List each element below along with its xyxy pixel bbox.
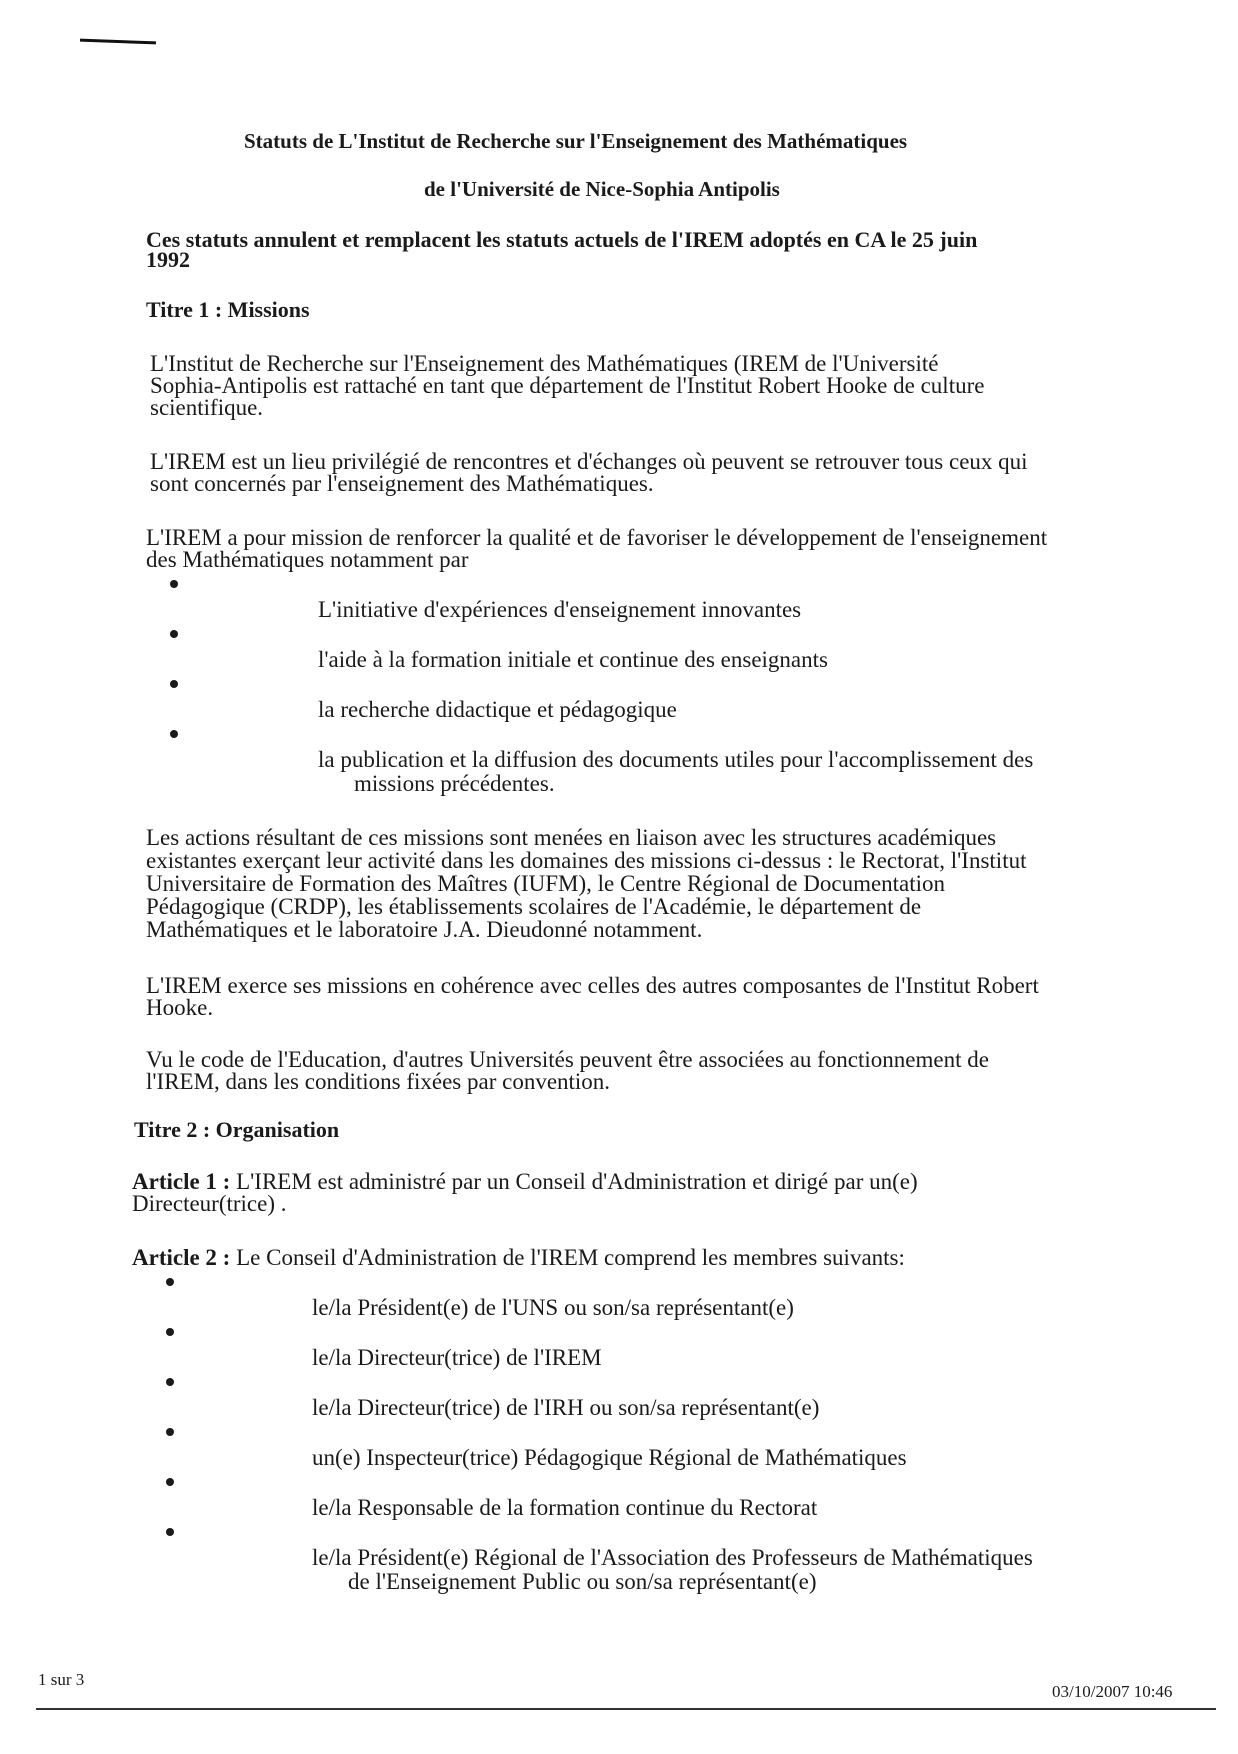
paragraph-line: Hooke. [146, 995, 214, 1020]
article-2-text: Le Conseil d'Administration de l'IREM comprend les membres suivants: [230, 1245, 905, 1270]
paragraph-line: L'Institut de Recherche sur l'Enseignement des Mathématiques (IREM de l'Université [150, 351, 939, 376]
paragraph-line: L'IREM exerce ses missions en cohérence avec celles des autres composantes de l'Institut Robert [146, 973, 1039, 998]
paragraph-line: scientifique. [150, 395, 264, 420]
article-2-line-1 [132, 1246, 905, 1269]
bullet-icon [170, 680, 178, 688]
paragraph-line: sont concernés par l'enseignement des Mathématiques. [150, 471, 654, 496]
list-item: l'aide à la formation initiale et continue des enseignants [318, 647, 828, 672]
paragraph-line: Universitaire de Formation des Maîtres (IUFM), le Centre Régional de Documentation [146, 871, 946, 896]
bullet-icon [170, 630, 178, 638]
bullet-icon [166, 1478, 174, 1486]
page-number: 1 sur 3 [38, 1670, 85, 1689]
title-line-2: de l'Université de Nice-Sophia Antipolis [424, 177, 780, 201]
bullet-icon [170, 730, 178, 738]
notice-line-2: 1992 [146, 247, 190, 272]
article-1-label: Article 1 : [132, 1169, 231, 1194]
paragraph-line: des Mathématiques notamment par [146, 547, 469, 572]
list-item: L'initiative d'expériences d'enseignement innovantes [318, 597, 802, 622]
paragraph-line: Les actions résultant de ces missions sont menées en liaison avec les structures académiques [146, 825, 997, 850]
paragraph-line: Mathématiques et le laboratoire J.A. Dieudonné notamment. [146, 917, 703, 942]
article-1-line-1 [132, 1170, 918, 1193]
footer-divider [36, 1708, 1216, 1710]
article-1-text: L'IREM est administré par un Conseil d'Administration et dirigé par un(e) [230, 1169, 918, 1194]
list-item: le/la Directeur(trice) de l'IREM [312, 1345, 602, 1370]
paragraph-line: L'IREM est un lieu privilégié de rencontres et d'échanges où peuvent se retrouver tous ceux qui [150, 449, 1028, 474]
list-item: le/la Directeur(trice) de l'IRH ou son/sa représentant(e) [312, 1395, 820, 1420]
section-heading-missions: Titre 1 : Missions [146, 297, 310, 322]
list-item: le/la Président(e) de l'UNS ou son/sa représentant(e) [312, 1295, 794, 1320]
bullet-icon [166, 1278, 174, 1286]
paragraph-line: Sophia-Antipolis est rattaché en tant que département de l'Institut Robert Hooke de culture [150, 373, 985, 398]
paragraph-line: l'IREM, dans les conditions fixées par convention. [146, 1069, 611, 1094]
title-line-1: Statuts de L'Institut de Recherche sur l'Enseignement des Mathématiques [244, 129, 908, 153]
list-item: la recherche didactique et pédagogique [318, 697, 677, 722]
list-item: le/la Président(e) Régional de l'Association des Professeurs de Mathématiques [312, 1545, 1033, 1570]
section-heading-organisation: Titre 2 : Organisation [134, 1117, 340, 1142]
notice-line-1: Ces statuts annulent et remplacent les statuts actuels de l'IREM adoptés en CA le 25 juin [146, 227, 978, 252]
article-2-label: Article 2 : [132, 1245, 231, 1270]
bullet-icon [170, 580, 178, 588]
paragraph-line: existantes exerçant leur activité dans les domaines des missions ci-dessus : le Rectorat, l'Institut [146, 848, 1027, 873]
scan-mark [80, 39, 156, 45]
list-item-continuation: missions précédentes. [354, 771, 555, 796]
list-item: le/la Responsable de la formation continue du Rectorat [312, 1495, 818, 1520]
paragraph-line: Vu le code de l'Education, d'autres Universités peuvent être associées au fonctionnement de [146, 1047, 989, 1072]
list-item: un(e) Inspecteur(trice) Pédagogique Régional de Mathématiques [312, 1445, 907, 1470]
article-1-line-2: Directeur(trice) . [132, 1191, 287, 1216]
bullet-icon [166, 1378, 174, 1386]
bullet-icon [166, 1428, 174, 1436]
print-datetime: 03/10/2007 10:46 [1052, 1682, 1173, 1701]
paragraph-line: Pédagogique (CRDP), les établissements scolaires de l'Académie, le département de [146, 894, 922, 919]
list-item-continuation: de l'Enseignement Public ou son/sa représentant(e) [348, 1569, 817, 1594]
bullet-icon [166, 1528, 174, 1536]
paragraph-line: L'IREM a pour mission de renforcer la qualité et de favoriser le développement de l'enseignement [146, 525, 1048, 550]
bullet-icon [166, 1328, 174, 1336]
list-item: la publication et la diffusion des documents utiles pour l'accomplissement des [318, 747, 1034, 772]
